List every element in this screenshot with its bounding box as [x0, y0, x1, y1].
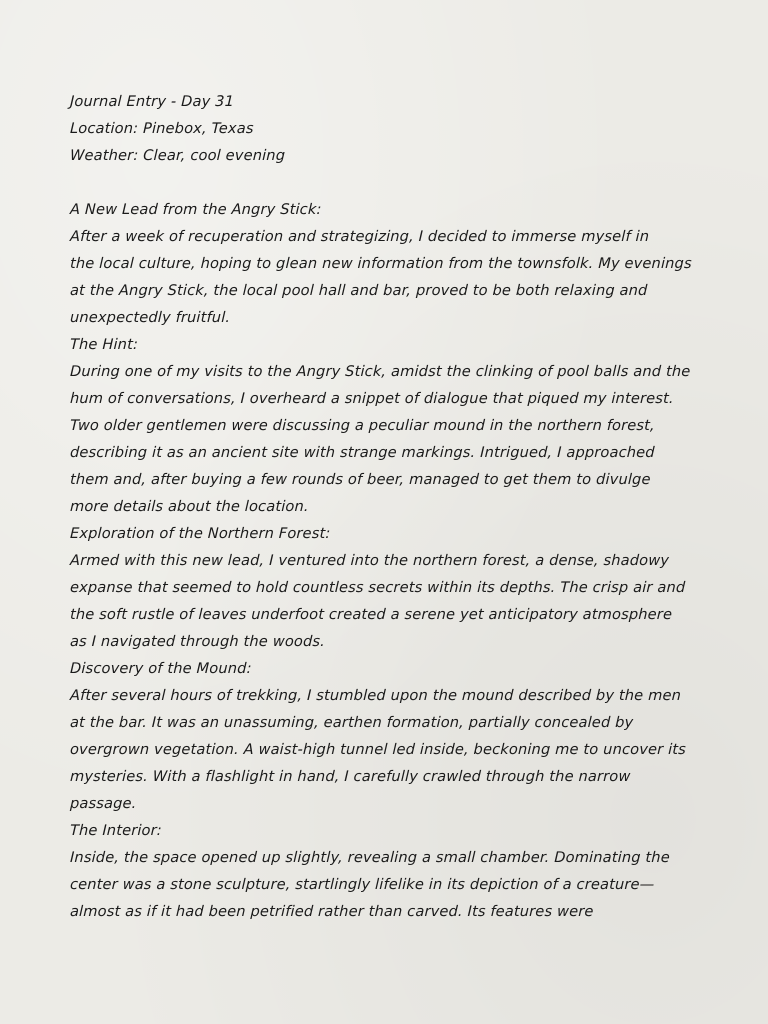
- text-line: unexpectedly fruitful.: [69, 309, 231, 326]
- blank-line: [70, 169, 730, 196]
- text-line: overgrown vegetation. A waist-high tunnel led inside, beckoning me to uncover its: [69, 741, 687, 758]
- text-line: at the bar. It was an unassuming, earthen formation, partially concealed by: [69, 714, 634, 731]
- text-line: hum of conversations, I overheard a snippet of dialogue that piqued my interest.: [69, 390, 674, 407]
- text-line: describing it as an ancient site with strange markings. Intrigued, I approached: [69, 444, 656, 461]
- journal-text: [70, 88, 730, 925]
- text-line: them and, after buying a few rounds of beer, managed to get them to divulge: [69, 471, 651, 488]
- text-line: center was a stone sculpture, startlingly lifelike in its depiction of a creature—: [69, 876, 655, 893]
- text-line: expanse that seemed to hold countless secrets within its depths. The crisp air and: [69, 579, 686, 596]
- text-line: Two older gentlemen were discussing a peculiar mound in the northern forest,: [69, 417, 656, 434]
- text-line: After several hours of trekking, I stumbled upon the mound described by the men: [69, 687, 682, 704]
- section-heading-hint: The Hint:: [69, 336, 139, 353]
- text-line: as I navigated through the woods.: [69, 633, 326, 650]
- text-line: After a week of recuperation and strategizing, I decided to immerse myself in: [69, 228, 650, 245]
- section-heading-interior: The Interior:: [69, 822, 163, 839]
- journal-entry-title: Journal Entry - Day 31: [69, 93, 235, 110]
- text-line: the soft rustle of leaves underfoot created a serene yet anticipatory atmosphere: [69, 606, 673, 623]
- text-line: Inside, the space opened up slightly, revealing a small chamber. Dominating the: [69, 849, 671, 866]
- text-line: mysteries. With a flashlight in hand, I carefully crawled through the narrow: [69, 768, 631, 785]
- section-heading-discovery: Discovery of the Mound:: [69, 660, 252, 677]
- text-line: more details about the location.: [69, 498, 309, 515]
- text-line: at the Angry Stick, the local pool hall and bar, proved to be both relaxing and: [69, 282, 648, 299]
- text-line: the local culture, hoping to glean new information from the townsfolk. My evenings: [69, 255, 693, 272]
- text-line: Armed with this new lead, I ventured into the northern forest, a dense, shadowy: [69, 552, 670, 569]
- section-heading-exploration: Exploration of the Northern Forest:: [69, 525, 331, 542]
- journal-location: Location: Pinebox, Texas: [69, 120, 254, 137]
- section-heading-new-lead: A New Lead from the Angry Stick:: [69, 201, 322, 218]
- text-line: During one of my visits to the Angry Stick, amidst the clinking of pool balls and the: [69, 363, 691, 380]
- text-line: almost as if it had been petrified rather than carved. Its features were: [69, 903, 594, 920]
- journal-weather: Weather: Clear, cool evening: [69, 147, 286, 164]
- text-line: passage.: [69, 795, 137, 812]
